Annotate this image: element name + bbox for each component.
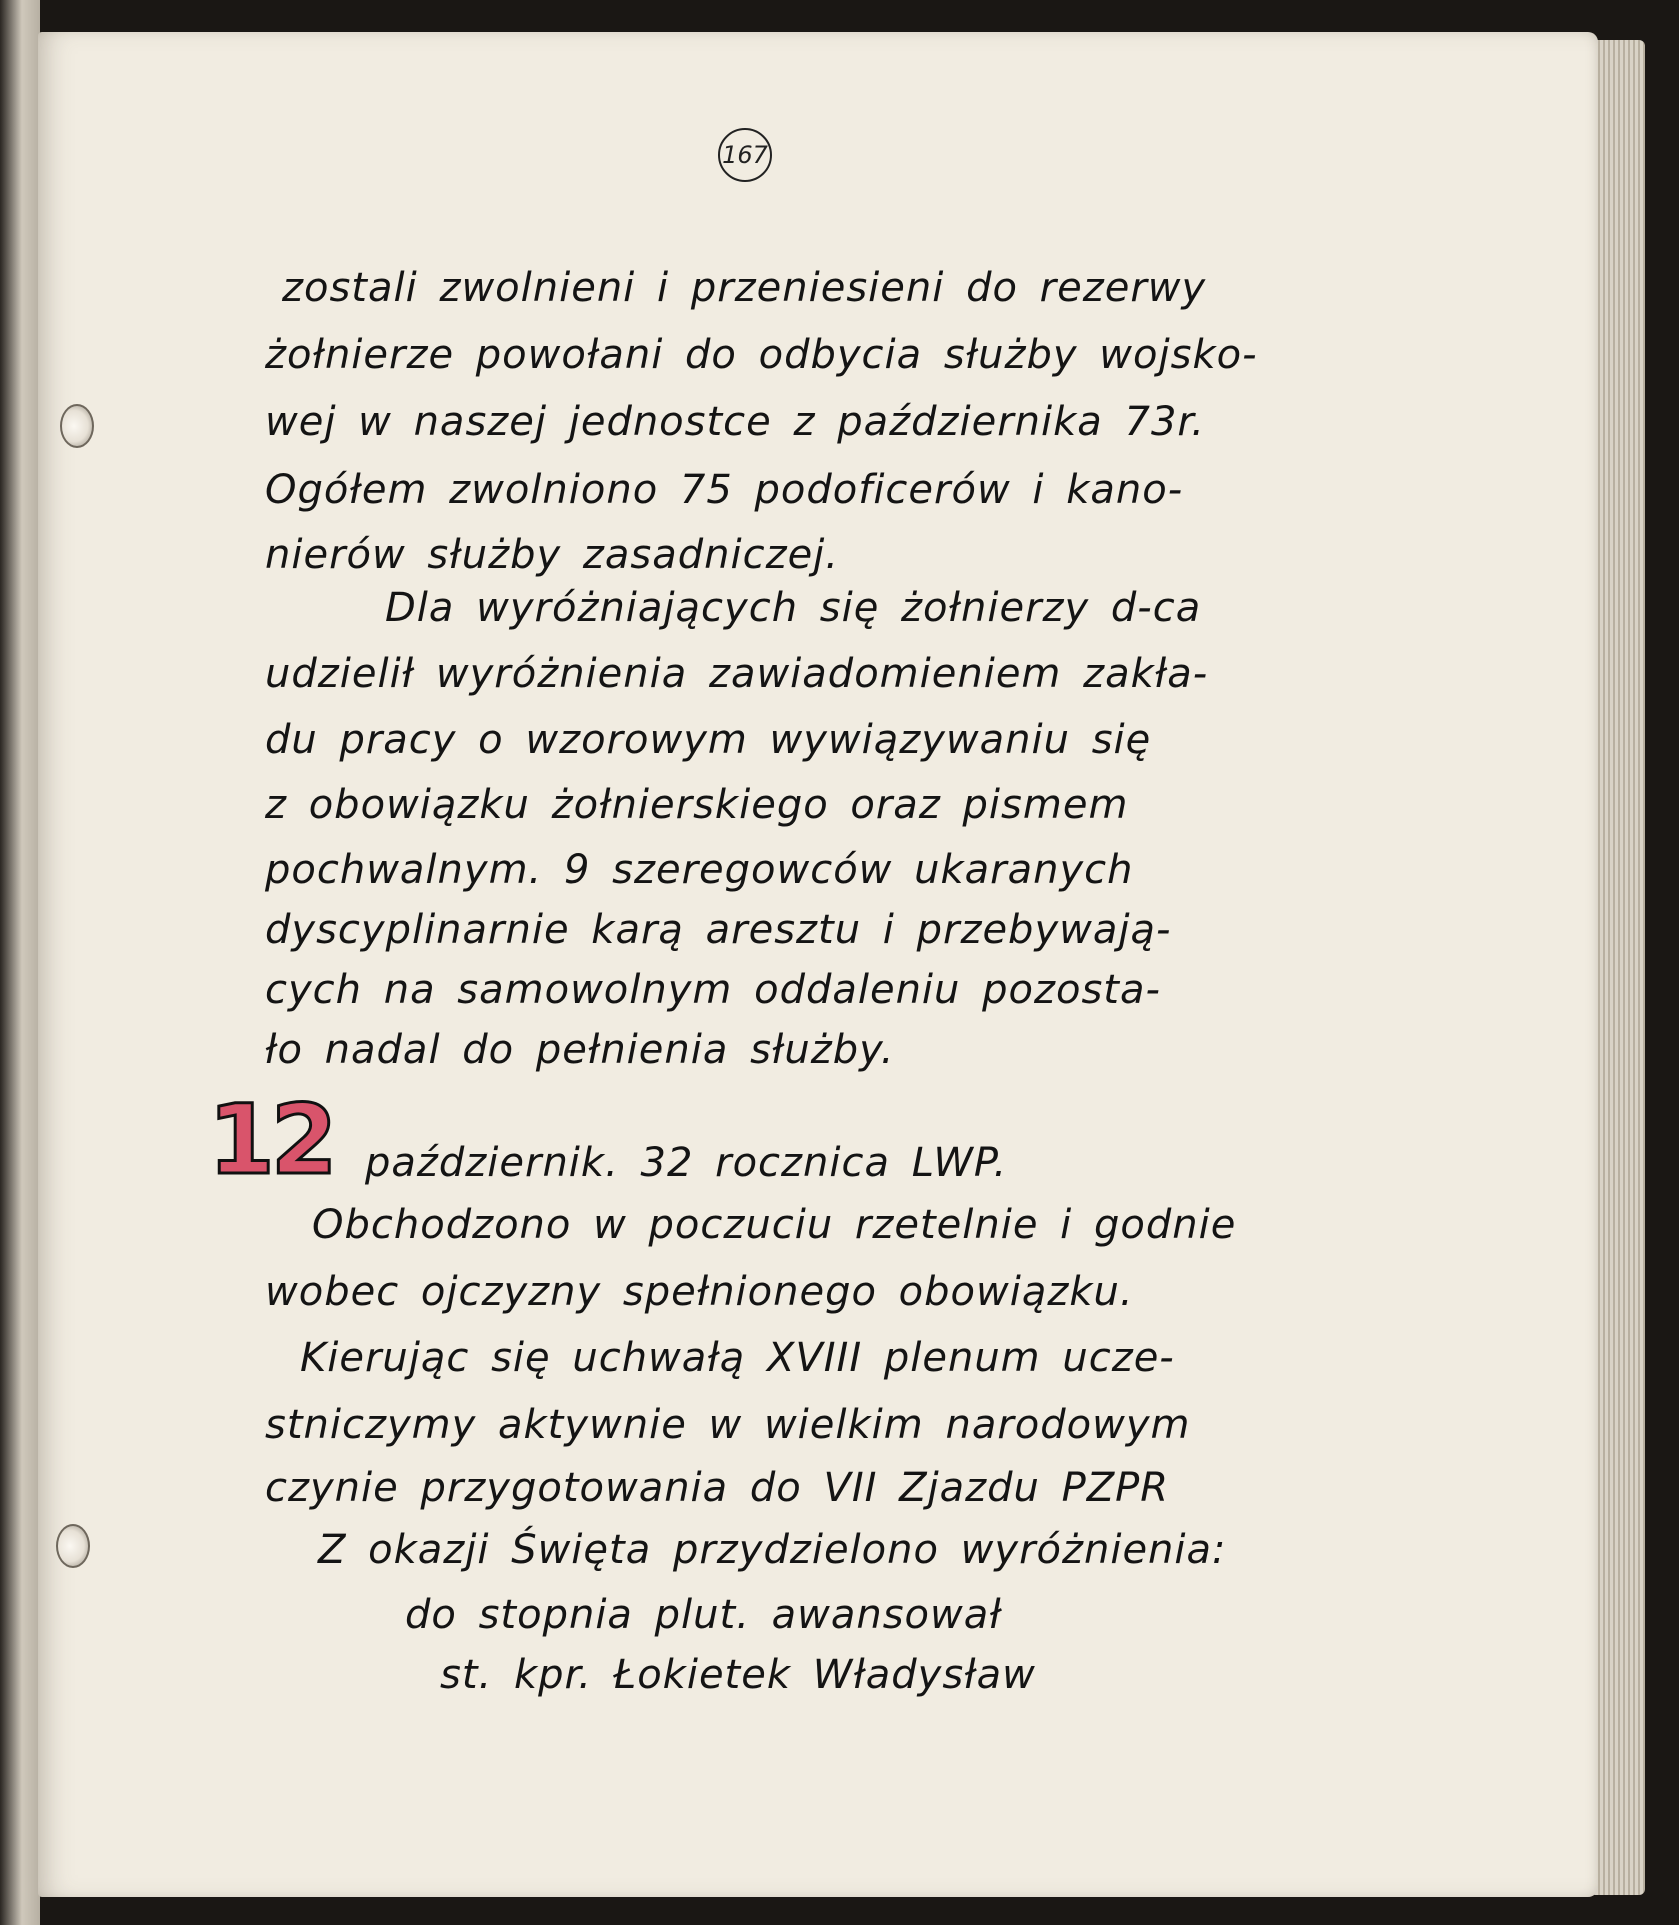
text-line: Dla wyróżniających się żołnierzy d-ca <box>385 585 1202 631</box>
text-line: cych na samowolnym oddaleniu pozosta- <box>265 967 1161 1013</box>
text-line: pochwalnym. 9 szeregowców ukaranych <box>265 847 1134 893</box>
date-day-number: 12 <box>208 1084 334 1196</box>
text-line: żołnierze powołani do odbycia służby wojsko- <box>265 332 1258 378</box>
text-line: zostali zwolnieni i przeniesieni do rezerwy <box>282 265 1207 311</box>
text-line: st. kpr. Łokietek Władysław <box>440 1652 1036 1698</box>
text-line: Ogółem zwolniono 75 podoficerów i kano- <box>265 467 1184 513</box>
book-binding <box>0 0 40 1925</box>
text-line: Obchodzono w poczuciu rzetelnie i godnie <box>312 1202 1237 1248</box>
punch-hole-bottom <box>56 1524 90 1568</box>
text-line: wej w naszej jednostce z października 73r. <box>265 399 1205 445</box>
text-line: dyscyplinarnie karą aresztu i przebywają- <box>265 907 1172 953</box>
text-line: Z okazji Święta przydzielono wyróżnienia: <box>318 1527 1227 1573</box>
text-line: nierów służby zasadniczej. <box>265 532 840 578</box>
text-line: du pracy o wzorowym wywiązywaniu się <box>265 717 1152 763</box>
text-line: ło nadal do pełnienia służby. <box>265 1027 895 1073</box>
text-line: czynie przygotowania do VII Zjazdu PZPR <box>265 1465 1170 1511</box>
section-heading: październik. 32 rocznica LWP. <box>365 1140 1008 1186</box>
text-line: wobec ojczyzny spełnionego obowiązku. <box>265 1269 1134 1315</box>
text-line: do stopnia plut. awansował <box>405 1592 1002 1638</box>
text-line: stniczymy aktywnie w wielkim narodowym <box>265 1402 1191 1448</box>
text-line: Kierując się uchwałą XVIII plenum ucze- <box>300 1335 1175 1381</box>
text-line: udzielił wyróżnienia zawiadomieniem zakła- <box>265 651 1209 697</box>
text-line: z obowiązku żołnierskiego oraz pismem <box>265 782 1129 828</box>
punch-hole-top <box>60 404 94 448</box>
page-number: 167 <box>718 128 772 182</box>
